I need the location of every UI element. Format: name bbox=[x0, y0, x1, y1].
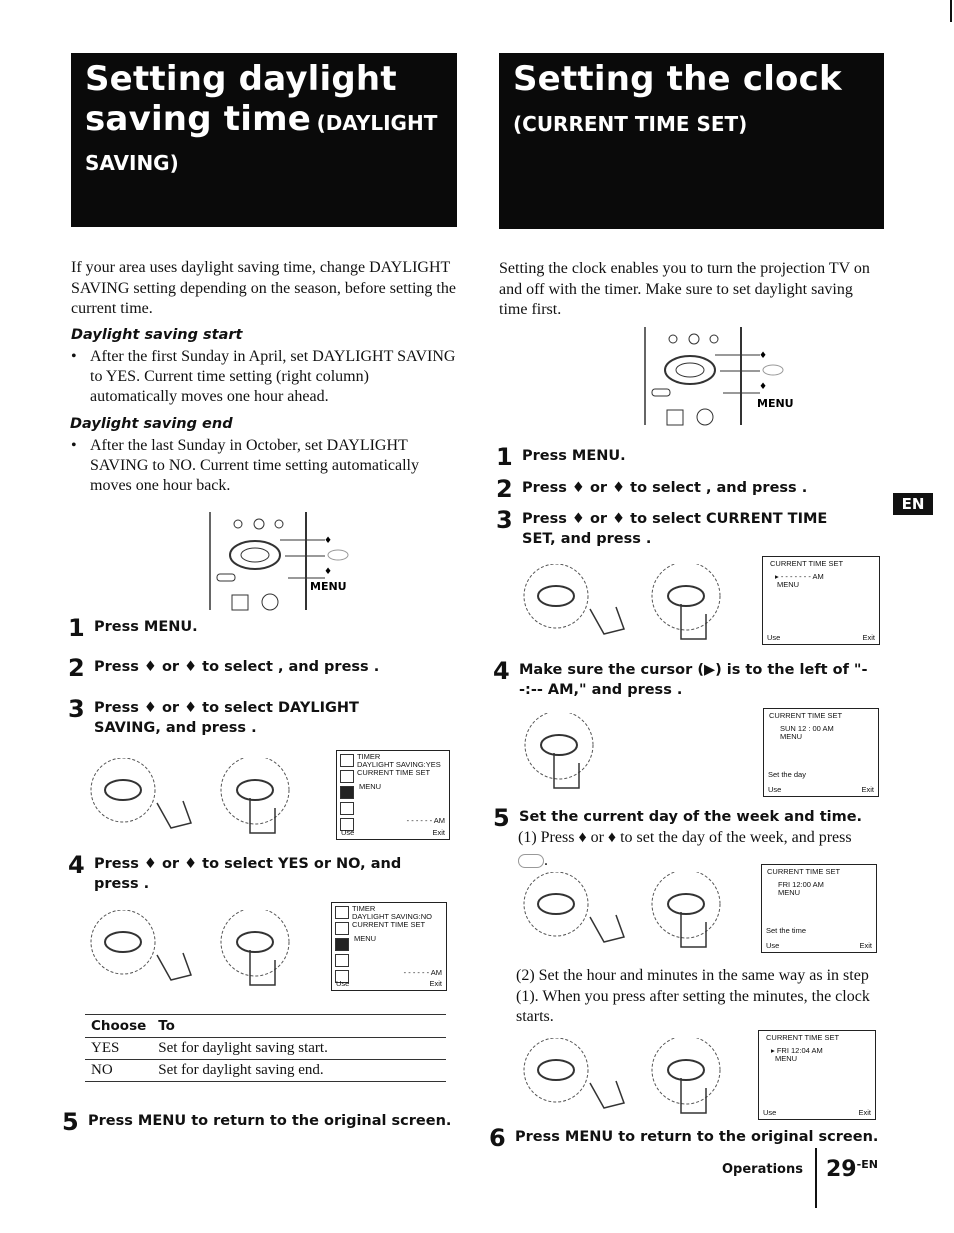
right-step-5 bbox=[493, 804, 873, 832]
joystick-illustration bbox=[85, 910, 305, 990]
screen-line: ▸ - - - - - - - AM bbox=[775, 572, 824, 581]
remote-menu-label: MENU bbox=[757, 397, 794, 410]
left-step-4 bbox=[68, 851, 448, 894]
screen-use-label: Use bbox=[767, 632, 781, 642]
table-cell: Set for daylight saving start. bbox=[152, 1038, 446, 1060]
screen-line: CURRENT TIME SET bbox=[352, 920, 426, 929]
step-text: Press ♦ or ♦ to select DAYLIGHT SAVING, and press . bbox=[94, 700, 359, 736]
screen-line: MENU bbox=[359, 782, 382, 791]
left-step-5 bbox=[62, 1108, 452, 1136]
step-number: 3 bbox=[68, 695, 85, 723]
joystick-illustration bbox=[523, 713, 623, 793]
language-badge: EN bbox=[893, 493, 933, 515]
right-substep-2: (2) Set the hour and minutes in the same way as in step (1). When you press after setting the minutes, the clock starts. bbox=[516, 967, 870, 1025]
right-step-4 bbox=[493, 657, 873, 700]
left-title-paren1: (DAYLIGHT bbox=[316, 111, 438, 135]
screen-title: CURRENT TIME SET bbox=[766, 1033, 840, 1042]
screen-line: DAYLIGHT SAVING:NO bbox=[352, 912, 433, 921]
step-number: 2 bbox=[496, 475, 513, 503]
step-text: Press ♦ or ♦ to select CURRENT TIME SET, and press . bbox=[522, 511, 828, 547]
screen-exit-label: Exit bbox=[429, 978, 442, 988]
joystick-illustration bbox=[518, 564, 738, 644]
screen-time: - - - - - - AM bbox=[403, 968, 442, 977]
joystick-illustration bbox=[518, 872, 738, 952]
footer-divider bbox=[815, 1148, 817, 1208]
screen-title: CURRENT TIME SET bbox=[770, 559, 844, 568]
screen-title: CURRENT TIME SET bbox=[767, 867, 841, 876]
screen-line: MENU bbox=[775, 1054, 798, 1063]
screen-line: TIMER bbox=[357, 752, 381, 761]
joystick-illustration bbox=[518, 1038, 738, 1118]
left-title-line1: Setting daylight bbox=[85, 59, 397, 99]
table-header-choose: Choose bbox=[85, 1015, 152, 1038]
step-number: 1 bbox=[496, 443, 513, 471]
bullet-dot: • bbox=[71, 437, 77, 454]
right-substep-1: (1) Press ♦ or ♦ to set the day of the week, and press . bbox=[518, 829, 852, 869]
substep-text: (1) Press ♦ or ♦ to set the day of the week, and press bbox=[518, 829, 852, 846]
left-intro: If your area uses daylight saving time, change DAYLIGHT SAVING setting depending on the season, before setting the current time. bbox=[71, 259, 456, 317]
right-subtitle: (CURRENT TIME SET) bbox=[513, 112, 748, 136]
screen-exit-label: Exit bbox=[861, 784, 874, 794]
step-text: Press ♦ or ♦ to select YES or NO, and press . bbox=[94, 856, 402, 892]
left-step-1 bbox=[68, 614, 198, 642]
menu-icons-column bbox=[335, 906, 349, 986]
left-title-banner bbox=[71, 53, 457, 227]
tv-screen-current-time-blank bbox=[762, 556, 880, 645]
bullet-text: After the last Sunday in October, set DAYLIGHT SAVING to NO. Current time setting automatically moves one hour back. bbox=[90, 437, 419, 494]
tv-screen-set-time bbox=[761, 864, 877, 953]
screen-line: MENU bbox=[780, 732, 803, 741]
screen-hint: Set the day bbox=[768, 770, 806, 779]
step-number: 2 bbox=[68, 654, 85, 682]
svg-text:♦: ♦ bbox=[324, 567, 333, 577]
step-text: Press MENU to return to the original screen. bbox=[515, 1129, 879, 1145]
table-cell: NO bbox=[85, 1060, 152, 1082]
left-step-3 bbox=[68, 695, 428, 738]
screen-time: - - - - - - AM bbox=[406, 816, 445, 825]
svg-text:♦: ♦ bbox=[759, 382, 768, 392]
screen-use-label: Use bbox=[341, 827, 355, 837]
step-number: 5 bbox=[62, 1108, 79, 1136]
screen-use-label: Use bbox=[768, 784, 782, 794]
right-step-6 bbox=[489, 1124, 879, 1152]
step-text: Press MENU to return to the original screen. bbox=[88, 1113, 452, 1129]
right-step-3 bbox=[496, 506, 856, 549]
screen-line: CURRENT TIME SET bbox=[357, 768, 431, 777]
remote-menu-label: MENU bbox=[310, 580, 347, 593]
screen-line: MENU bbox=[354, 934, 377, 943]
left-sub-end: Daylight saving end bbox=[70, 416, 233, 432]
right-step-1 bbox=[496, 443, 626, 471]
step-number: 5 bbox=[493, 804, 510, 832]
remote-control-diagram bbox=[200, 510, 365, 615]
screen-title: CURRENT TIME SET bbox=[769, 711, 843, 720]
bullet-dot: • bbox=[71, 348, 77, 365]
tv-screen-set-day bbox=[763, 708, 879, 797]
step-text: Press MENU. bbox=[522, 448, 626, 464]
svg-text:♦: ♦ bbox=[759, 351, 768, 361]
bullet-text: After the first Sunday in April, set DAYLIGHT SAVING to YES. Current time setting (right column) automatically moves one hour ahead. bbox=[90, 348, 456, 405]
page-number-suffix: -EN bbox=[856, 1158, 878, 1171]
table-row bbox=[85, 1038, 446, 1060]
step-text: Press ♦ or ♦ to select , and press . bbox=[94, 659, 380, 675]
screen-line: MENU bbox=[778, 888, 801, 897]
left-title-paren2: SAVING) bbox=[85, 151, 179, 175]
page-number bbox=[826, 1157, 878, 1182]
screen-line: DAYLIGHT SAVING:YES bbox=[357, 760, 441, 769]
right-step-2 bbox=[496, 475, 808, 503]
screen-line: TIMER bbox=[352, 904, 376, 913]
step-number: 3 bbox=[496, 506, 513, 534]
screen-exit-label: Exit bbox=[858, 1107, 871, 1117]
screen-use-label: Use bbox=[766, 940, 780, 950]
screen-line: FRI 12:00 AM bbox=[778, 880, 824, 889]
joystick-illustration bbox=[85, 758, 305, 838]
step-text: Press ♦ or ♦ to select , and press . bbox=[522, 480, 808, 496]
step-number: 4 bbox=[493, 657, 510, 685]
table-cell: YES bbox=[85, 1038, 152, 1060]
right-title: Setting the clock bbox=[513, 59, 842, 99]
screen-use-label: Use bbox=[763, 1107, 777, 1117]
step-text: Set the current day of the week and time. bbox=[519, 809, 863, 825]
screen-line: ▸ FRI 12:04 AM bbox=[771, 1046, 823, 1055]
step-number: 6 bbox=[489, 1124, 506, 1152]
tv-screen-daylight-yes bbox=[336, 750, 450, 840]
tv-screen-daylight-no bbox=[331, 902, 447, 991]
screen-exit-label: Exit bbox=[862, 632, 875, 642]
footer-section: Operations bbox=[722, 1162, 803, 1177]
right-intro: Setting the clock enables you to turn the projection TV on and off with the timer. Make sure to set daylight saving time first. bbox=[499, 260, 870, 318]
page-edge-mark bbox=[950, 0, 952, 22]
left-bullet-start bbox=[71, 347, 456, 407]
screen-exit-label: Exit bbox=[432, 827, 445, 837]
table-cell: Set for daylight saving end. bbox=[152, 1060, 446, 1082]
table-row bbox=[85, 1060, 446, 1082]
right-title-banner bbox=[499, 53, 884, 229]
step-text: Press MENU. bbox=[94, 619, 198, 635]
screen-hint: Set the time bbox=[766, 926, 807, 935]
svg-text:♦: ♦ bbox=[324, 536, 333, 546]
remote-control-diagram bbox=[635, 325, 800, 430]
step-number: 1 bbox=[68, 614, 85, 642]
step-number: 4 bbox=[68, 851, 85, 879]
page-number-value: 29 bbox=[826, 1157, 857, 1182]
left-bullet-end bbox=[71, 436, 456, 496]
screen-line: SUN 12 : 00 AM bbox=[780, 724, 834, 733]
left-sub-start: Daylight saving start bbox=[71, 327, 243, 343]
screen-use-label: Use bbox=[336, 978, 350, 988]
menu-icons-column bbox=[340, 754, 354, 834]
tv-screen-clock-started bbox=[758, 1030, 876, 1120]
screen-exit-label: Exit bbox=[859, 940, 872, 950]
left-step-2 bbox=[68, 654, 380, 682]
screen-line: MENU bbox=[777, 580, 800, 589]
table-header-to: To bbox=[152, 1015, 446, 1038]
set-button-icon bbox=[518, 854, 544, 868]
step-text: Make sure the cursor (▶) is to the left of "--:-- AM," and press . bbox=[519, 662, 868, 698]
choose-table bbox=[85, 1014, 446, 1082]
left-title-line2: saving time bbox=[85, 99, 311, 139]
